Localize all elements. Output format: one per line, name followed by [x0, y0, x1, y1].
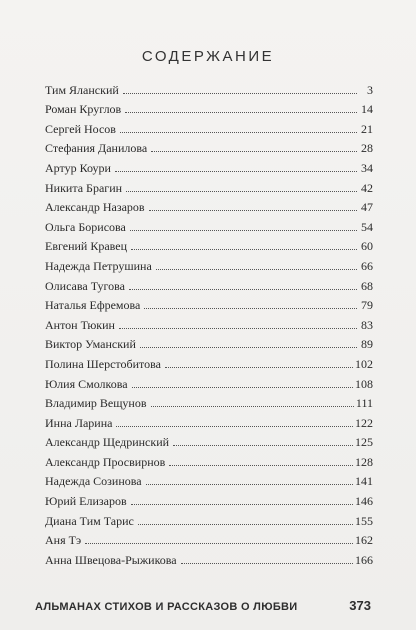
dot-leader	[129, 288, 357, 290]
dot-leader	[119, 327, 357, 329]
toc-entry	[45, 155, 373, 175]
dot-leader	[165, 366, 353, 368]
toc-entry	[45, 77, 373, 97]
dot-leader	[116, 425, 353, 427]
toc-entry	[45, 175, 373, 195]
toc-entry-author: Сергей Носов	[45, 121, 116, 136]
toc-entry-author: Владимир Вещунов	[45, 396, 147, 411]
table-of-contents	[45, 77, 373, 567]
toc-entry-author: Юлия Смолкова	[45, 376, 128, 391]
dot-leader	[131, 503, 353, 505]
toc-entry	[45, 488, 373, 508]
toc-entry-author: Анна Швецова-Рыжикова	[45, 552, 177, 567]
toc-entry-author: Инна Ларина	[45, 415, 113, 430]
dot-leader	[132, 386, 353, 388]
toc-entry	[45, 97, 373, 117]
toc-entry-author: Тим Яланский	[45, 82, 119, 97]
toc-entry-author: Виктор Уманский	[45, 337, 136, 352]
toc-entry-author: Александр Просвирнов	[45, 454, 166, 469]
toc-entry	[45, 234, 373, 254]
dot-leader	[130, 229, 357, 231]
toc-entry-author: Евгений Кравец	[45, 239, 128, 254]
toc-entry-page: 42	[361, 180, 373, 195]
dot-leader	[123, 92, 357, 94]
page-number: 373	[349, 598, 371, 613]
toc-entry-author: Александр Назаров	[45, 200, 145, 215]
toc-entry-page: 21	[361, 121, 373, 136]
dot-leader	[181, 562, 353, 564]
toc-entry-author: Полина Шерстобитова	[45, 356, 161, 371]
page-title: СОДЕРЖАНИЕ	[141, 48, 275, 65]
toc-entry-page: 108	[355, 376, 373, 391]
toc-entry-page: 125	[355, 435, 373, 450]
dot-leader	[85, 542, 353, 544]
toc-entry-author: Артур Коури	[45, 160, 111, 175]
toc-entry-author: Антон Тюкин	[45, 317, 115, 332]
toc-entry	[45, 332, 373, 352]
toc-entry	[45, 449, 373, 469]
toc-entry	[45, 371, 373, 391]
toc-entry-page: 102	[355, 356, 373, 371]
toc-entry	[45, 410, 373, 430]
toc-entry	[45, 273, 373, 293]
toc-entry-page: 122	[355, 415, 373, 430]
toc-entry-page: 166	[355, 552, 373, 567]
toc-entry	[45, 547, 373, 567]
dot-leader	[125, 111, 357, 113]
running-title: АЛЬМАНАХ СТИХОВ И РАССКАЗОВ О ЛЮБВИ	[35, 601, 298, 613]
toc-entry-author: Роман Круглов	[45, 102, 122, 117]
toc-entry-page: 3	[367, 82, 373, 97]
toc-entry-page: 68	[361, 278, 373, 293]
toc-entry-page: 89	[361, 337, 373, 352]
toc-entry-page: 155	[355, 513, 373, 528]
toc-entry-page: 54	[361, 219, 373, 234]
toc-entry-page: 162	[355, 533, 373, 548]
dot-leader	[149, 209, 357, 211]
toc-entry	[45, 351, 373, 371]
toc-entry-page: 47	[361, 200, 373, 215]
toc-entry-page: 111	[355, 396, 373, 411]
toc-entry	[45, 508, 373, 528]
dot-leader	[169, 464, 353, 466]
toc-entry-page: 60	[361, 239, 373, 254]
dot-leader	[144, 307, 357, 309]
toc-entry-page: 34	[361, 160, 373, 175]
toc-entry-author: Никита Брагин	[45, 180, 123, 195]
toc-entry-author: Юрий Елизаров	[45, 494, 127, 509]
dot-leader	[146, 483, 353, 485]
toc-entry	[45, 391, 373, 411]
dot-leader	[151, 150, 357, 152]
dot-leader	[126, 190, 357, 192]
dot-leader	[151, 405, 354, 407]
toc-entry	[45, 214, 373, 234]
dot-leader	[131, 248, 357, 250]
toc-entry-page: 141	[355, 474, 373, 489]
toc-entry	[45, 469, 373, 489]
toc-entry	[45, 195, 373, 215]
toc-entry-author: Надежда Созинова	[45, 474, 142, 489]
toc-entry-page: 28	[361, 141, 373, 156]
toc-entry-page: 66	[361, 258, 373, 273]
toc-entry	[45, 293, 373, 313]
toc-entry-author: Наталья Ефремова	[45, 298, 141, 313]
toc-entry-page: 128	[355, 454, 373, 469]
dot-leader	[140, 346, 357, 348]
toc-entry	[45, 116, 373, 136]
toc-entry-author: Александр Щедринский	[45, 435, 170, 450]
toc-entry-author: Стефания Данилова	[45, 141, 148, 156]
toc-entry-page: 146	[355, 494, 373, 509]
dot-leader	[173, 444, 353, 446]
dot-leader	[156, 268, 357, 270]
dot-leader	[115, 170, 357, 172]
page-footer	[35, 598, 371, 613]
toc-entry-page: 83	[361, 317, 373, 332]
toc-entry	[45, 430, 373, 450]
toc-entry	[45, 253, 373, 273]
toc-entry-author: Олисава Тугова	[45, 278, 125, 293]
toc-entry-page: 14	[361, 102, 373, 117]
dot-leader	[138, 523, 353, 525]
toc-entry-page: 79	[361, 298, 373, 313]
toc-entry-author: Надежда Петрушина	[45, 258, 152, 273]
toc-entry	[45, 136, 373, 156]
toc-entry-author: Ольга Борисова	[45, 219, 126, 234]
toc-entry	[45, 312, 373, 332]
toc-entry-author: Диана Тим Тарис	[45, 513, 134, 528]
dot-leader	[120, 131, 357, 133]
toc-entry-author: Аня Тэ	[45, 533, 82, 548]
toc-entry	[45, 528, 373, 548]
